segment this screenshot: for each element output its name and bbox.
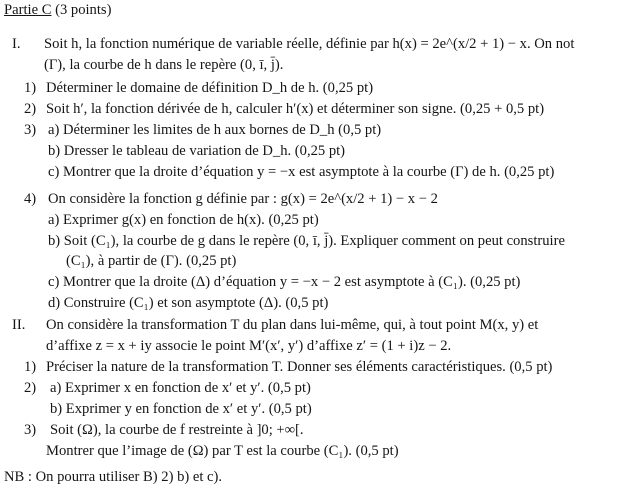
q-marker: 3) [24,122,37,138]
line-9-text: a) Exprimer g(x) en fonction de h(x). (0,25 pt) [48,212,319,228]
line-8-text: On considère la fonction g définie par : g(x) = 2e^(x/2 + 1) − x − 2 [48,191,438,207]
line-4 [24,100,545,118]
line-19-text: Soit (Ω), la courbe de f restreinte à ]0; +∞[. [50,422,304,438]
line-5 [24,121,382,139]
line-5-text: a) Déterminer les limites de h aux bornes de D_h (0,5 pt) [48,122,382,138]
line-7-text: c) Montrer que la droite d’équation y = −x est asymptote à la courbe (Γ) de h. (0,25 pt) [48,164,555,180]
q-marker: 2) [24,101,37,117]
line-20-text: Montrer que l’image de (Ω) par T est la courbe (C₁). (0,5 pt) [46,443,399,459]
line-1-text: Soit h, la fonction numérique de variable réelle, définie par h(x) = 2e^(x/2 + 1) − x. On not [44,36,575,52]
line-1 [12,35,575,53]
line-15-text: d’affixe z = x + iy associe le point M′(x′, y′) d’affixe z′ = (1 + i)z − 2. [46,338,452,354]
part-title: Partie C [4,2,52,18]
line-14-text: On considère la transformation T du plan dans lui-même, qui, à tout point M(x, y) et [46,317,539,333]
line-18-text: b) Exprimer y en fonction de x′ et y′. (0,5 pt) [50,401,312,417]
line-16 [24,358,553,376]
line-17 [24,379,311,397]
section-marker-II: II. [12,317,26,333]
q-marker: 2) [24,380,37,396]
line-3-text: Déterminer le domaine de définition D_h de h. (0,25 pt) [46,80,374,96]
line-10-text: b) Soit (C₁), la courbe de g dans le repère (0, ī, j̄). Expliquer comment on peut construire [48,233,565,249]
part-points: (3 points) [51,2,112,18]
line-14 [12,316,539,334]
q-marker: 4) [24,191,37,207]
part-heading [4,1,111,19]
q-marker: 3) [24,422,37,438]
line-4-text: Soit h′, la fonction dérivée de h, calculer h′(x) et déterminer son signe. (0,25 + 0,5 pt) [46,101,545,117]
line-6-text: b) Dresser le tableau de variation de D_h. (0,25 pt) [48,143,346,159]
nb-note: NB : On pourra utiliser B) 2) b) et c). [4,469,223,485]
line-17-text: a) Exprimer x en fonction de x′ et y′. (0,5 pt) [50,380,311,396]
line-3 [24,79,374,97]
line-11-text: (C₁), à partir de (Γ). (0,25 pt) [66,253,237,269]
line-19 [24,421,304,439]
line-13-text: d) Construire (C₁) et son asymptote (Δ). (0,5 pt) [48,295,329,311]
line-2-text: (Γ), la courbe de h dans le repère (0, ī, j̄). [44,57,284,73]
section-marker-I: I. [12,36,21,52]
q-marker: 1) [24,80,37,96]
q-marker: 1) [24,359,37,375]
line-8 [24,190,438,208]
line-16-text: Préciser la nature de la transformation T. Donner ses éléments caractéristiques. (0,5 pt) [46,359,553,375]
line-12-text: c) Montrer que la droite (Δ) d’équation y = −x − 2 est asymptote à (C₁). (0,25 pt) [48,274,521,290]
